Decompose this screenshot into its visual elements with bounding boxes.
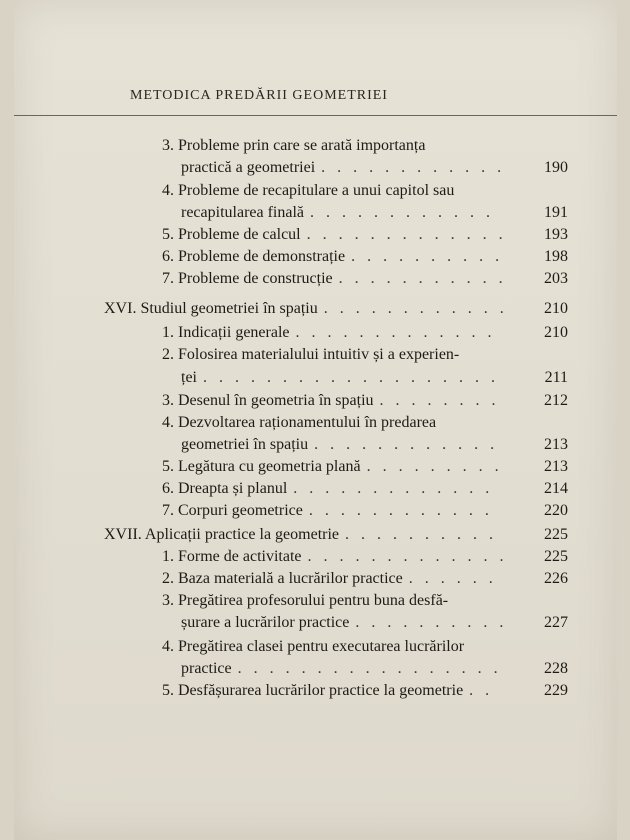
- toc-entry-xvii-4-line-1-text: 4. Pregătirea clasei pentru executarea lucrărilor: [162, 638, 465, 655]
- toc-entry-xvii-3-line-2-dot-leader: . . . . . . . . . .: [355, 614, 508, 631]
- toc-entry-xvi-3-line-1-text: 3. Desenul în geometria în spațiu: [162, 392, 374, 409]
- toc-entry-xvi-4-line-2-text: geometriei în spațiu: [181, 436, 309, 453]
- toc-entry-xv-7-line-1: [162, 268, 518, 290]
- toc-entry-xv-5-line-1-text: 5. Probleme de calcul: [162, 226, 301, 243]
- toc-page-number: 220: [544, 502, 568, 519]
- chapter-title-xvii: [104, 524, 518, 546]
- toc-entry-xvii-3-line-1-text: 3. Pregătirea profesorului pentru buna desfă-: [162, 592, 449, 609]
- toc-entry-xvi-1-line-1: [162, 322, 518, 344]
- toc-entry-xvi-7-line-1-dot-leader: . . . . . . . . . . . .: [308, 502, 493, 519]
- toc-page-number: 213: [544, 436, 568, 453]
- chapter-title-xvii-text: XVII. Aplicații practice la geometrie: [104, 526, 340, 543]
- chapter-title-xvi-dot-leader: . . . . . . . . . . . .: [323, 300, 508, 317]
- toc-entry-xvii-4-line-2: [181, 658, 518, 680]
- toc-page-number: 228: [544, 660, 568, 677]
- toc-entry-xvi-5-line-1: [162, 456, 518, 478]
- toc-entry-xv-4-line-2: [181, 202, 518, 224]
- toc-entry-xv-6-line-1-dot-leader: . . . . . . . . . .: [351, 248, 504, 265]
- toc-entry-xvii-1-line-1-dot-leader: . . . . . . . . . . . . .: [307, 548, 508, 565]
- toc-entry-xvi-3-line-1-dot-leader: . . . . . . . .: [379, 392, 500, 409]
- toc-entry-xvii-4-line-2-text: practice: [181, 660, 232, 677]
- running-title: METODICA PREDĂRII GEOMETRIEI: [130, 88, 388, 103]
- chapter-title-xvi: [104, 298, 518, 320]
- toc-page-number: 226: [544, 570, 568, 587]
- toc-entry-xvii-5-line-1: [162, 680, 518, 702]
- toc-entry-xv-3-line-2: [181, 157, 518, 179]
- chapter-title-xvi-text: XVI. Studiul geometriei în spațiu: [104, 300, 318, 317]
- toc-entry-xvii-3-line-1: [162, 590, 518, 612]
- toc-entry-xvii-3-line-2-text: șurare a lucrărilor practice: [181, 614, 350, 631]
- toc-entry-xvii-3-line-2: [181, 612, 518, 634]
- toc-page-number: 191: [544, 204, 568, 221]
- toc-entry-xvii-1-line-1-text: 1. Forme de activitate: [162, 548, 302, 565]
- toc-page-number: 198: [544, 248, 568, 265]
- toc-entry-xv-7-line-1-dot-leader: . . . . . . . . . . .: [338, 270, 507, 287]
- toc-entry-xv-3-line-1-text: 3. Probleme prin care se arată importanța: [162, 137, 426, 154]
- toc-entry-xv-6-line-1-text: 6. Probleme de demonstrație: [162, 248, 346, 265]
- toc-entry-xv-3-line-1: [162, 135, 518, 157]
- chapter-title-xvii-dot-leader: . . . . . . . . . .: [345, 526, 498, 543]
- toc-page-number: 190: [544, 159, 568, 176]
- toc-entry-xvi-2-line-1: [162, 344, 518, 366]
- toc-entry-xvi-6-line-1: [162, 478, 518, 500]
- toc-entry-xvi-1-line-1-dot-leader: . . . . . . . . . . . . .: [295, 324, 496, 341]
- toc-page-number: 211: [544, 369, 568, 386]
- toc-entry-xvii-5-line-1-dot-leader: . .: [469, 682, 494, 699]
- toc-page-number: 203: [544, 270, 568, 287]
- toc-entry-xvii-4-line-1: [162, 636, 518, 658]
- toc-entry-xvii-5-line-1-text: 5. Desfășurarea lucrărilor practice la geometrie: [162, 682, 464, 699]
- toc-entry-xvi-6-line-1-text: 6. Dreapta și planul: [162, 480, 288, 497]
- toc-entry-xvi-2-line-2-dot-leader: . . . . . . . . . . . . . . . . . . .: [203, 369, 499, 386]
- toc-page-number: 229: [544, 682, 568, 699]
- toc-entry-xvii-1-line-1: [162, 546, 518, 568]
- toc-page-number: 193: [544, 226, 568, 243]
- toc-entry-xv-4-line-1-text: 4. Probleme de recapitulare a unui capitol sau: [162, 182, 455, 199]
- toc-entry-xv-3-line-2-dot-leader: . . . . . . . . . . . .: [321, 159, 506, 176]
- toc-entry-xvi-7-line-1: [162, 500, 518, 522]
- toc-entry-xvi-2-line-1-text: 2. Folosirea materialului intuitiv și a experien-: [162, 346, 460, 363]
- toc-entry-xvii-2-line-1: [162, 568, 518, 590]
- toc-entry-xvi-3-line-1: [162, 390, 518, 412]
- toc-page-number: 212: [544, 392, 568, 409]
- toc-entry-xv-4-line-1: [162, 180, 518, 202]
- toc-page-number: 214: [544, 480, 568, 497]
- toc-page-number: 210: [544, 324, 568, 341]
- toc-entry-xvi-2-line-2-text: ței: [181, 369, 197, 386]
- toc-page-number: 225: [544, 526, 568, 543]
- toc-entry-xvi-1-line-1-text: 1. Indicații generale: [162, 324, 290, 341]
- toc-entry-xv-3-line-2-text: practică a geometriei: [181, 159, 316, 176]
- toc-entry-xv-7-line-1-text: 7. Probleme de construcție: [162, 270, 333, 287]
- toc-entry-xv-5-line-1-dot-leader: . . . . . . . . . . . . .: [306, 226, 507, 243]
- toc-page-number: 213: [544, 458, 568, 475]
- toc-page-number: 210: [544, 300, 568, 317]
- toc-entry-xvii-2-line-1-text: 2. Baza materială a lucrărilor practice: [162, 570, 403, 587]
- toc-entry-xvi-2-line-2: [181, 367, 518, 389]
- toc-entry-xv-4-line-2-dot-leader: . . . . . . . . . . . .: [310, 204, 495, 221]
- toc-entry-xv-4-line-2-text: recapitularea finală: [181, 204, 305, 221]
- toc-entry-xvi-6-line-1-dot-leader: . . . . . . . . . . . . .: [293, 480, 494, 497]
- toc-entry-xvii-2-line-1-dot-leader: . . . . . .: [408, 570, 497, 587]
- toc-entry-xvi-7-line-1-text: 7. Corpuri geometrice: [162, 502, 303, 519]
- toc-entry-xv-5-line-1: [162, 224, 518, 246]
- toc-entry-xv-6-line-1: [162, 246, 518, 268]
- toc-page-number: 225: [544, 548, 568, 565]
- toc-entry-xvi-5-line-1-dot-leader: . . . . . . . . .: [366, 458, 503, 475]
- toc-page-number: 227: [544, 614, 568, 631]
- toc-entry-xvi-4-line-1-text: 4. Dezvoltarea raționamentului în predarea: [162, 414, 437, 431]
- toc-entry-xvi-4-line-1: [162, 412, 518, 434]
- toc-entry-xvi-4-line-2-dot-leader: . . . . . . . . . . . .: [314, 436, 499, 453]
- toc-entry-xvi-5-line-1-text: 5. Legătura cu geometria plană: [162, 458, 361, 475]
- toc-entry-xvii-4-line-2-dot-leader: . . . . . . . . . . . . . . . . .: [237, 660, 502, 677]
- toc-entry-xvi-4-line-2: [181, 434, 518, 456]
